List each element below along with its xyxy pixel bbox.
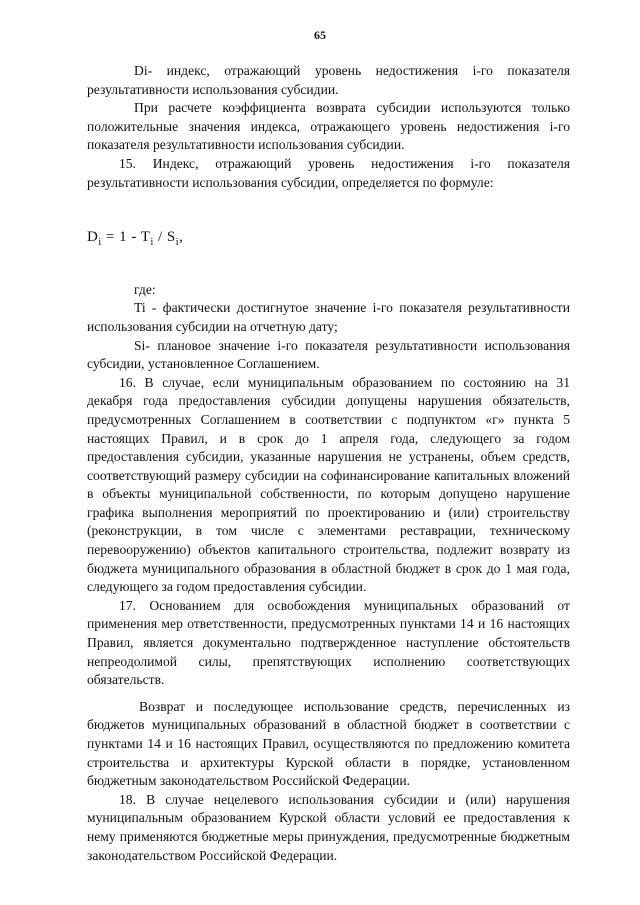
document-body	[87, 62, 570, 865]
formula: $D_i = 1 - T_i / S_i$,	[87, 229, 184, 249]
paragraph-16: 16. В случае, если муниципальным образованием по состоянию на 31 декабря года предоставления субсидии допущены нарушения обязательств, предусмотренных Соглашением в соответствии с подпунктом «г» пункта 5 настоящих Правил, и в срок до 1 апреля года, следующего за годом предоставления субсидии, указанные нарушения не устранены, объем средств, соответствующий размеру субсидии на софинансирование капитальных вложений в объекты муниципальной собственности, по которым допущено нарушение графика выполнения мероприятий по проектированию и (или) строительству (реконструкции, в том числе с элементами реставрации, техническому перевооружению) объектов капитального строительства, подлежит возврату из бюджета муниципального образования в областной бюджет в срок до 1 мая года, следующего за годом предоставления субсидии.	[87, 374, 570, 595]
page-number: 65	[314, 28, 326, 42]
paragraph-15: 15. Индекс, отражающий уровень недостижения i-го показателя результативности использования субсидии, определяется по формуле:	[87, 155, 570, 190]
paragraph-positive-values: При расчете коэффициента возврата субсидии используются только положительные значения индекса, отражающего уровень недостижения i-го показателя результативности использования субсидии.	[87, 100, 570, 153]
paragraph-di-definition: Di- индекс, отражающий уровень недостижения i-го показателя результативности использования субсидии.	[87, 63, 570, 97]
paragraph-si-definition: Si- плановое значение i-го показателя результативности использования субсидии, установленное Соглашением.	[87, 337, 570, 372]
paragraph-return-funds: Возврат и последующее использование средств, перечисленных из бюджетов муниципальных образований в областной бюджет в соответствии с пунктами 14 и 16 настоящих Правил, осуществляются по предложению комитета строительства и архитектуры Курской области в порядке, установленном бюджетным законодательством Российской Федерации.	[87, 698, 570, 789]
paragraph-17: 17. Основанием для освобождения муниципальных образований от применения мер ответственности, предусмотренных пунктами 14 и 16 настоящих Правил, является документально подтвержденное наступление обстоятельств непреодолимой силы, препятствующих исполнению соответствующих обязательств.	[87, 597, 570, 688]
paragraph-ti-definition: Ti - фактически достигнутое значение i-го показателя результативности использования субсидии на отчетную дату;	[87, 300, 570, 334]
paragraph-18: 18. В случае нецелевого использования субсидии и (или) нарушения муниципальным образованием Курской области условий ее предоставления к нему применяются бюджетные меры принуждения, предусмотренные бюджетным законодательством Российской Федерации.	[87, 791, 570, 863]
paragraph-where: где:	[134, 281, 156, 297]
